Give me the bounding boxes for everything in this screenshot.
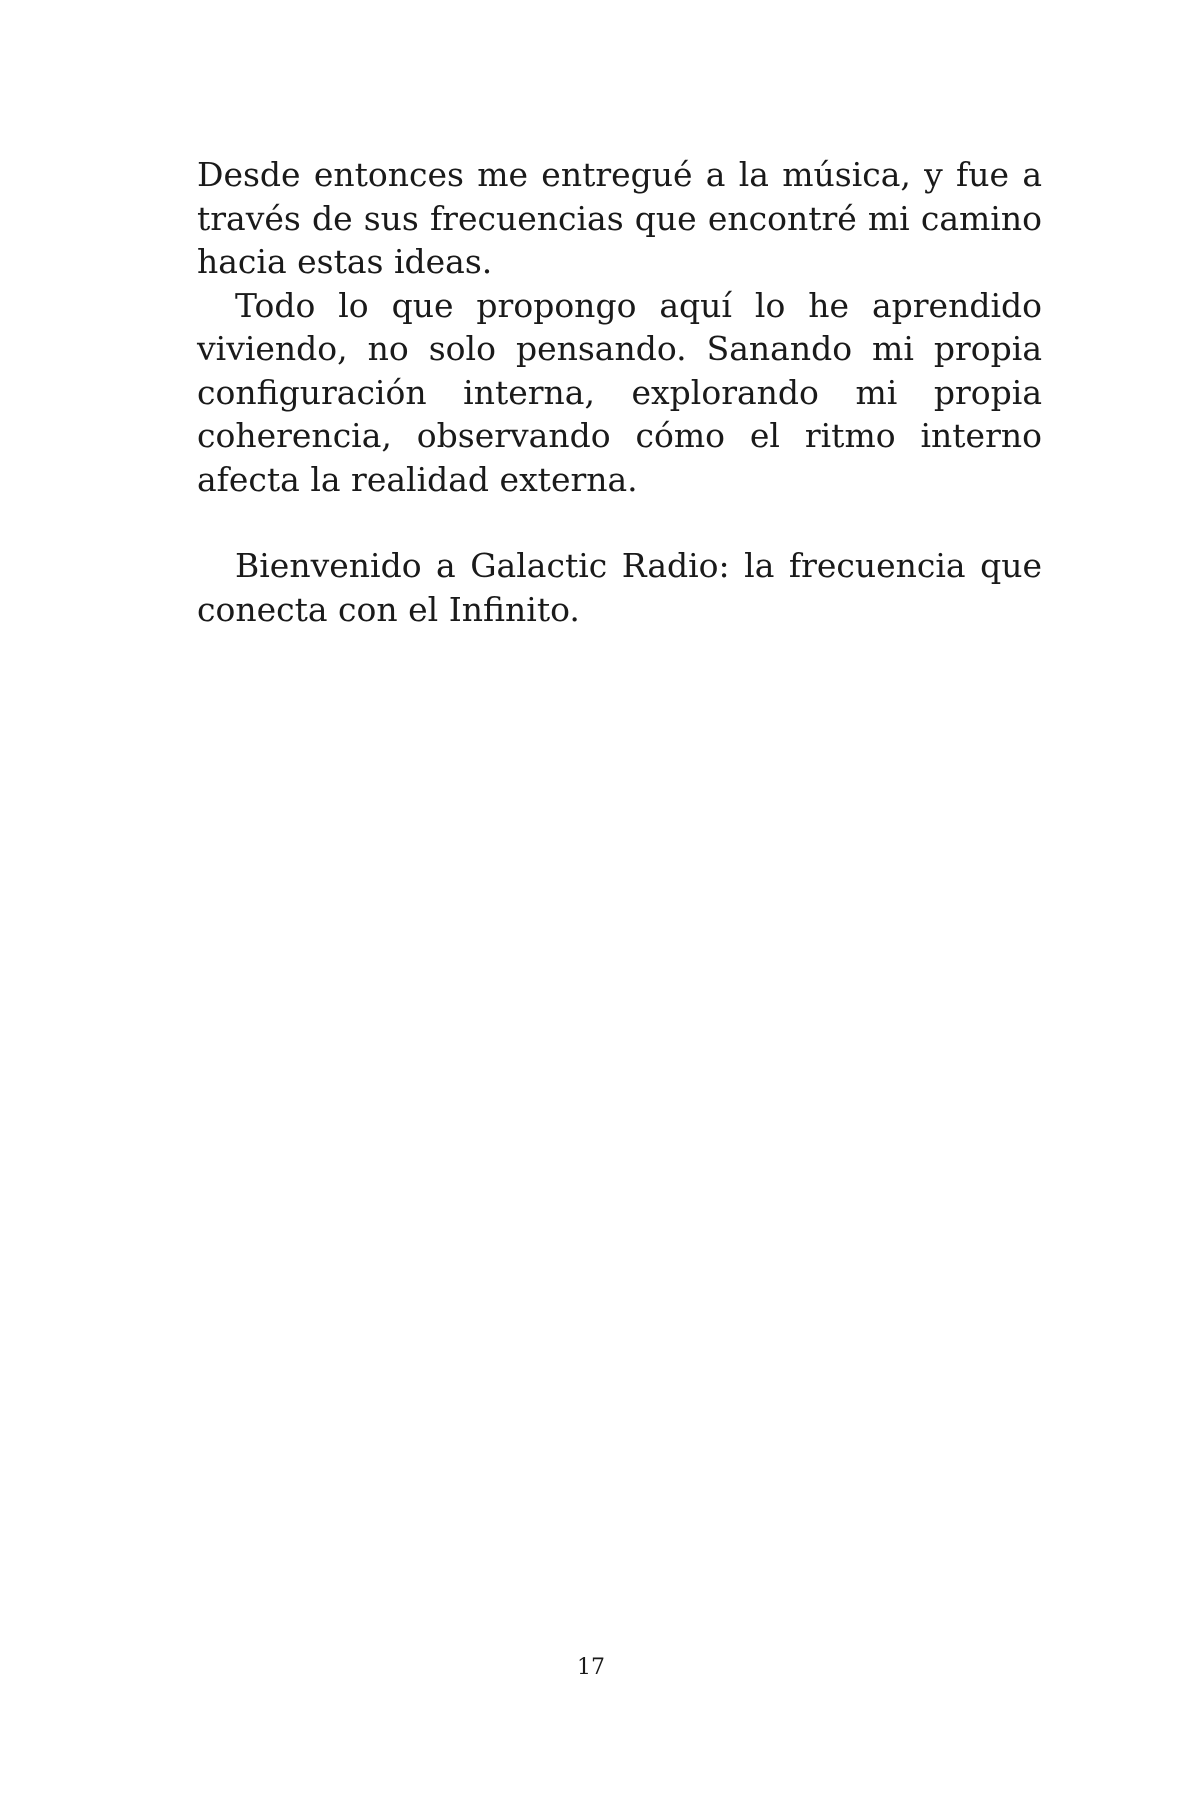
- paragraph-2: Todo lo que propongo aquí lo he aprendido viviendo, no solo pensando. Sanando mi propia configuración interna, explorando mi propia coherencia, observando cómo el ritmo interno afecta la realidad externa.: [197, 285, 1042, 499]
- paragraph-1: Desde entonces me entregué a la música, y fue a través de sus frecuencias que encontré mi camino hacia estas ideas.: [197, 155, 1042, 281]
- paragraph-3: Bienvenido a Galactic Radio: la frecuencia que conecta con el Infinito.: [197, 546, 1042, 629]
- page-number: 17: [577, 1655, 605, 1680]
- body-text: [197, 153, 1042, 631]
